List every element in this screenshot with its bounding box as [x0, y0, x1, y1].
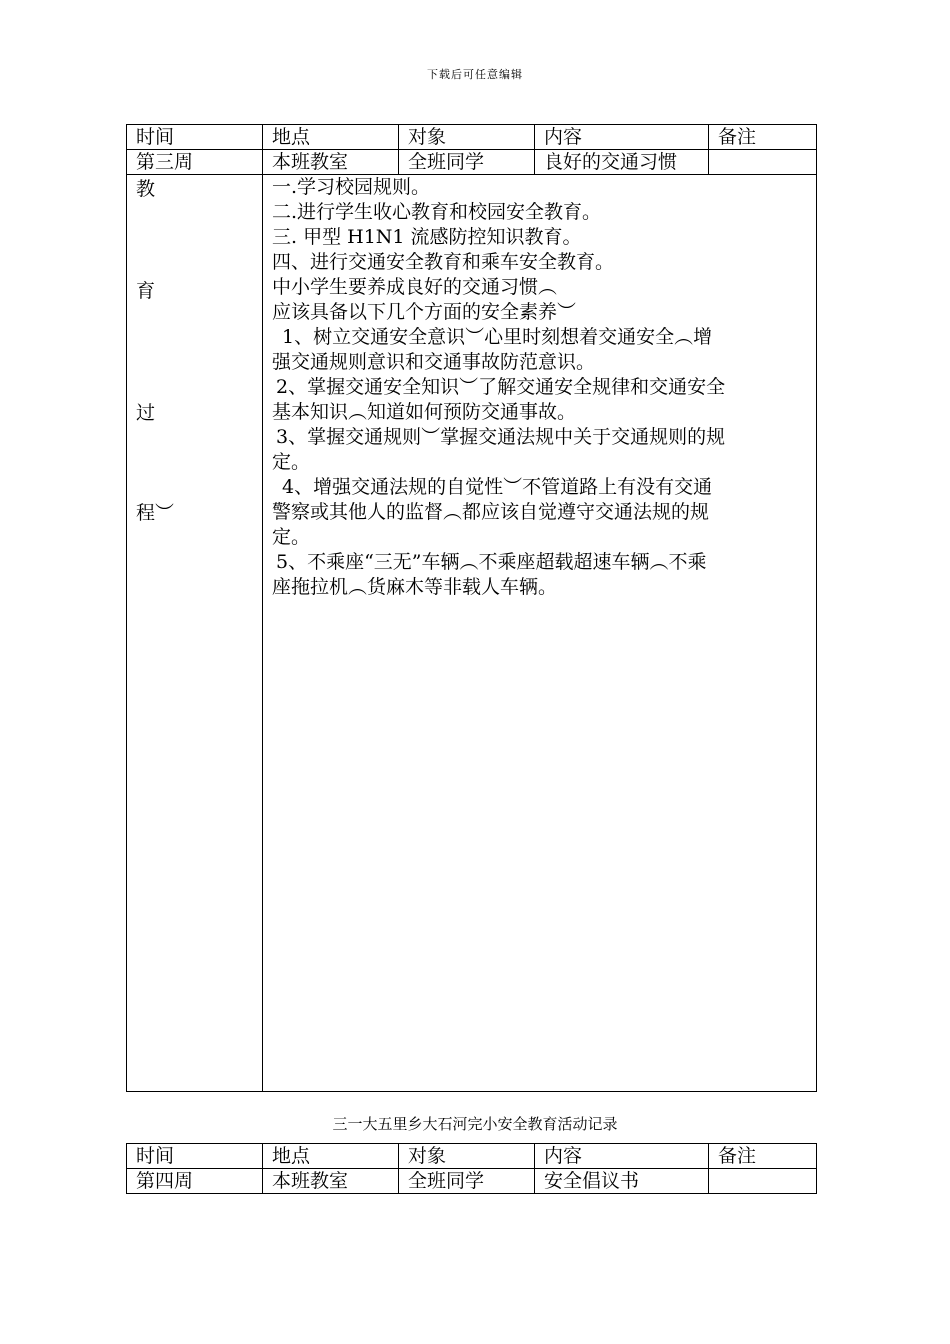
- cell-content: 良好的交通习惯: [535, 150, 709, 175]
- download-note: 下载后可任意编辑: [427, 68, 523, 81]
- cell-audience: 全班同学: [399, 1169, 535, 1194]
- header-time: 时间: [127, 1144, 263, 1169]
- header-time: 时间: [127, 125, 263, 150]
- table-row: [127, 1169, 817, 1194]
- label-char: 教: [136, 178, 156, 200]
- content-line: 3、掌握交通规则︶掌握交通法规中关于交通规则的规: [276, 426, 726, 448]
- cell-location: 本班教室: [263, 1169, 399, 1194]
- content-line: 1、树立交通安全意识︶心里时刻想着交通安全︵增: [282, 326, 713, 348]
- header-notes: 备注: [709, 125, 817, 150]
- content-line: 定。: [272, 526, 311, 548]
- header-content: 内容: [535, 125, 709, 150]
- content-line: 定。: [272, 451, 311, 473]
- content-line: 2、掌握交通安全知识︶了解交通安全规律和交通安全: [276, 376, 726, 398]
- cell-notes: [709, 150, 817, 175]
- header-location: 地点: [263, 125, 399, 150]
- content-line: 中小学生要养成良好的交通习惯︵: [272, 276, 558, 298]
- label-char: 程︶: [136, 502, 175, 524]
- content-line: 二.进行学生收心教育和校园安全教育。: [272, 201, 602, 223]
- content-line: 一.学习校园规则。: [272, 176, 431, 198]
- content-line: 5、不乘座“三无”车辆︵不乘座超载超速车辆︵不乘: [276, 551, 707, 573]
- table-row: [127, 150, 817, 175]
- label-char: 育: [136, 280, 156, 302]
- header-content: 内容: [535, 1144, 709, 1169]
- activity-record-table-2: [126, 1143, 817, 1194]
- cell-content: 安全倡议书: [535, 1169, 709, 1194]
- cell-audience: 全班同学: [399, 150, 535, 175]
- content-line: 四、进行交通安全教育和乘车安全教育。: [272, 251, 615, 273]
- content-line: 强交通规则意识和交通事故防范意识。: [272, 351, 596, 373]
- header-audience: 对象: [399, 125, 535, 150]
- content-line: 三. 甲型 H1N1 流感防控知识教育。: [272, 226, 582, 248]
- content-line: 座拖拉机︵货麻木等非载人车辆。: [272, 576, 558, 598]
- header-notes: 备注: [709, 1144, 817, 1169]
- content-line: 基本知识︵知道如何预防交通事故。: [272, 401, 577, 423]
- cell-location: 本班教室: [263, 150, 399, 175]
- cell-time: 第四周: [127, 1169, 263, 1194]
- content-line: 应该具备以下几个方面的安全素养︶: [272, 301, 577, 323]
- cell-time: 第三周: [127, 150, 263, 175]
- header-audience: 对象: [399, 1144, 535, 1169]
- label-char: 过: [136, 402, 156, 424]
- content-line: 4、增强交通法规的自觉性︶不管道路上有没有交通: [282, 476, 713, 498]
- record-caption: 三一大五里乡大石河完小安全教育活动记录: [332, 1115, 618, 1133]
- education-process-label: [127, 175, 263, 1092]
- content-line: 警察或其他人的监督︵都应该自觉遵守交通法规的规: [272, 501, 710, 523]
- education-process-row: [127, 175, 817, 1092]
- table-header-row: [127, 125, 817, 150]
- header-location: 地点: [263, 1144, 399, 1169]
- activity-record-table-1: [126, 124, 817, 1092]
- cell-notes: [709, 1169, 817, 1194]
- table-header-row: [127, 1144, 817, 1169]
- education-process-content: [263, 175, 817, 1092]
